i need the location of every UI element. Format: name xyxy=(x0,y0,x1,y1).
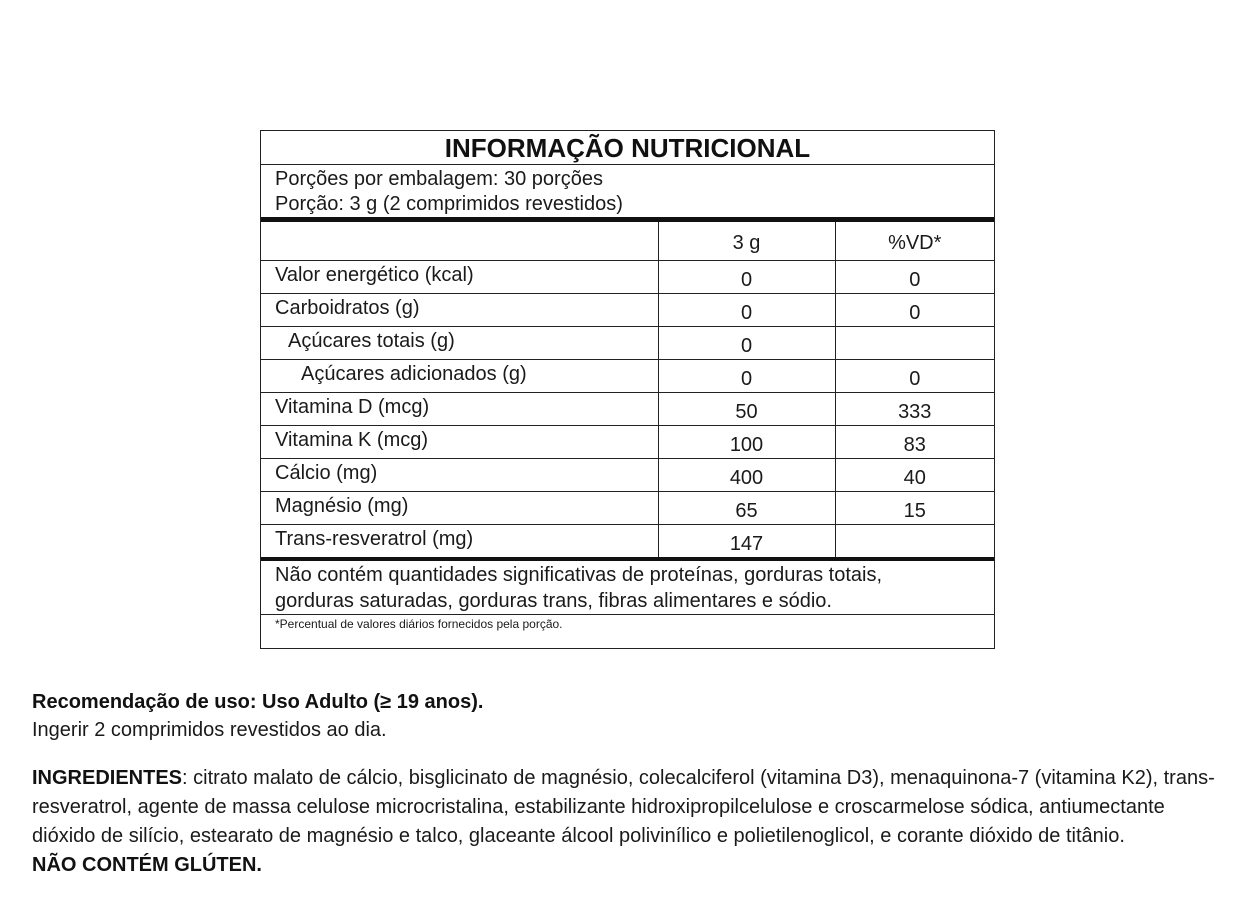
nutrient-dv xyxy=(835,326,994,359)
table-row xyxy=(261,392,994,425)
disclaimer-line: Não contém quantidades significativas de proteínas, gorduras totais, xyxy=(275,564,883,586)
serving-info xyxy=(261,165,994,217)
nutrient-name: Açúcares adicionados (g) xyxy=(261,359,658,392)
nutrient-name: Vitamina D (mcg) xyxy=(261,392,658,425)
disclaimer xyxy=(261,561,994,615)
nutrient-amount: 65 xyxy=(658,491,835,524)
nutrient-dv: 83 xyxy=(835,425,994,458)
table-row xyxy=(261,425,994,458)
nutrient-amount: 0 xyxy=(658,359,835,392)
disclaimer-line: gorduras saturadas, gorduras trans, fibras alimentares e sódio. xyxy=(275,590,832,612)
nutrient-name: Cálcio (mg) xyxy=(261,458,658,491)
nutrient-rows xyxy=(261,222,994,557)
ingredients-label: INGREDIENTES xyxy=(32,767,183,789)
nutrient-dv: 333 xyxy=(835,392,994,425)
nutrient-name: Vitamina K (mcg) xyxy=(261,425,658,458)
recommendation-heading: Recomendação de uso: Uso Adulto (≥ 19 anos). xyxy=(32,691,484,713)
nutrition-title: INFORMAÇÃO NUTRICIONAL xyxy=(261,131,994,165)
nutrient-name: Trans-resveratrol (mg) xyxy=(261,524,658,557)
header-dv-cell: %VD* xyxy=(835,222,994,260)
table-row xyxy=(261,260,994,293)
ingredients-text: : citrato malato de cálcio, bisglicinato de magnésio, colecalciferol (vitamina D3), menaquinona-7 (vitamina K2), trans-resveratrol, agente de massa celulose microcristalina, estabilizante hidroxipropilcelulose e croscarmelose sódica, antiumectante dióxido de silício, estearato de magnésio e talco, glaceante álcool polivinílico e polietilenoglicol, e corante dióxido de titânio. xyxy=(32,767,1215,847)
nutrient-amount: 0 xyxy=(658,326,835,359)
nutrient-name: Carboidratos (g) xyxy=(261,293,658,326)
serving-size: Porção: 3 g (2 comprimidos revestidos) xyxy=(275,193,623,215)
nutrient-dv: 0 xyxy=(835,293,994,326)
usage-recommendation xyxy=(32,688,1222,744)
header-name-cell xyxy=(261,222,658,260)
ingredients-paragraph xyxy=(32,764,1222,851)
nutrient-dv: 15 xyxy=(835,491,994,524)
table-row xyxy=(261,524,994,557)
nutrient-dv: 0 xyxy=(835,260,994,293)
nutrient-amount: 400 xyxy=(658,458,835,491)
table-row xyxy=(261,326,994,359)
nutrient-name: Açúcares totais (g) xyxy=(261,326,658,359)
nutrient-amount: 50 xyxy=(658,392,835,425)
nutrient-amount: 147 xyxy=(658,524,835,557)
table-row xyxy=(261,458,994,491)
nutrient-dv: 0 xyxy=(835,359,994,392)
header-amount-cell: 3 g xyxy=(658,222,835,260)
gluten-statement: NÃO CONTÉM GLÚTEN. xyxy=(32,854,262,876)
table-row xyxy=(261,359,994,392)
dv-footnote: *Percentual de valores diários fornecidos pela porção. xyxy=(275,617,563,631)
ingredients-section xyxy=(32,764,1222,880)
nutrient-name: Magnésio (mg) xyxy=(261,491,658,524)
table-header-row xyxy=(261,222,994,260)
nutrient-dv: 40 xyxy=(835,458,994,491)
servings-per-package: Porções por embalagem: 30 porções xyxy=(275,168,603,190)
table-row xyxy=(261,491,994,524)
nutrient-name: Valor energético (kcal) xyxy=(261,260,658,293)
nutrient-dv xyxy=(835,524,994,557)
table-row xyxy=(261,293,994,326)
nutrient-amount: 0 xyxy=(658,293,835,326)
nutrient-amount: 0 xyxy=(658,260,835,293)
nutrient-amount: 100 xyxy=(658,425,835,458)
recommendation-text: Ingerir 2 comprimidos revestidos ao dia. xyxy=(32,719,387,741)
nutrition-facts-table xyxy=(260,130,995,649)
